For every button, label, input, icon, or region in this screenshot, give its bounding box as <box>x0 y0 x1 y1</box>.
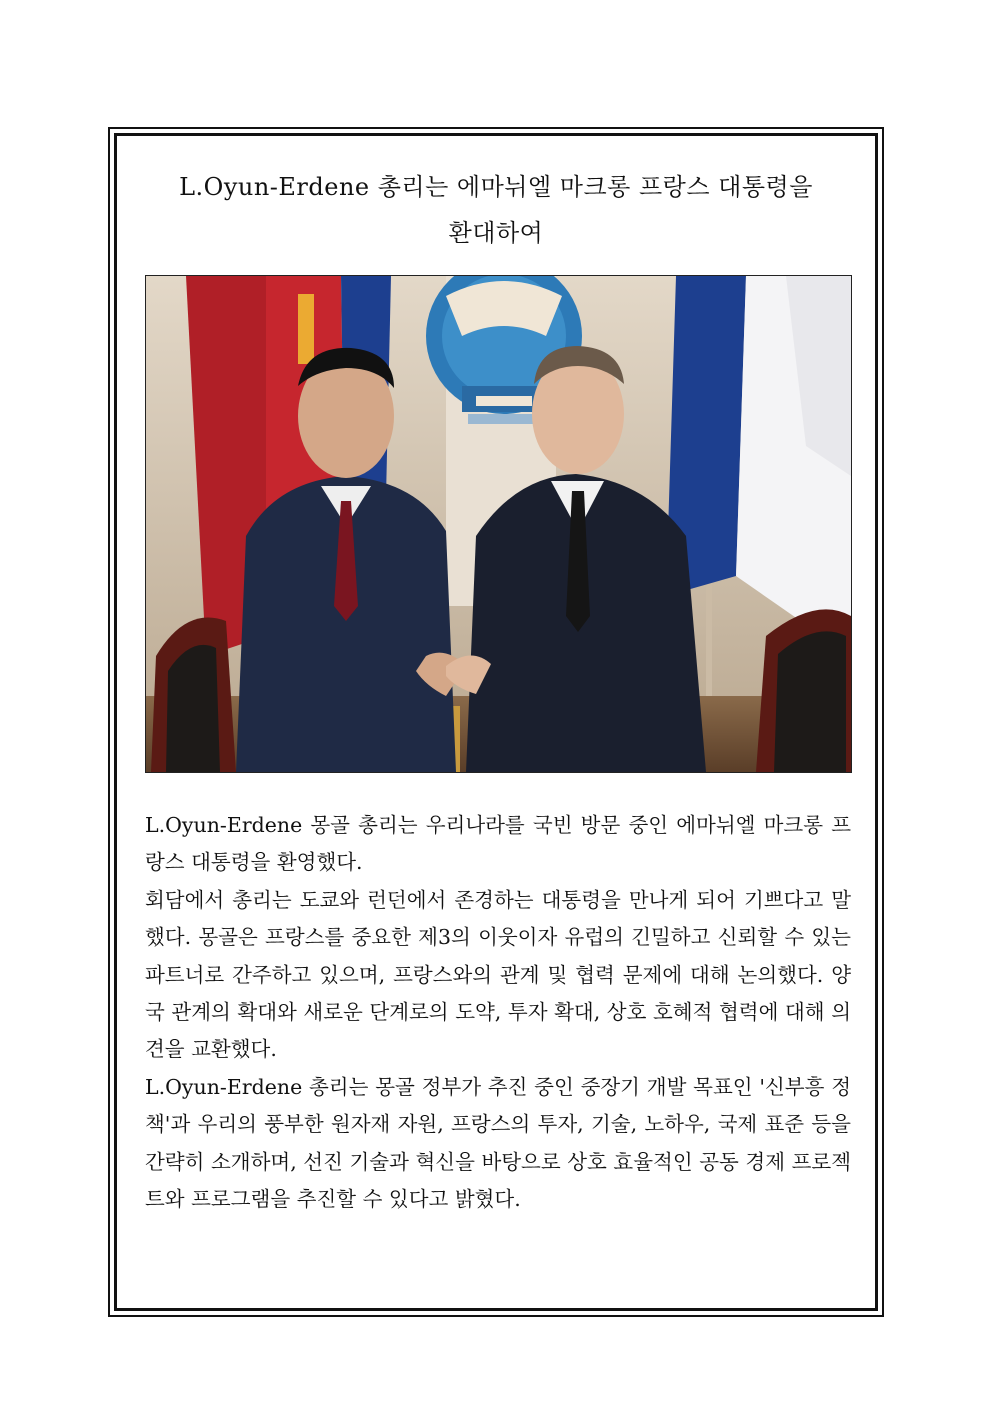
page-border <box>108 127 884 1317</box>
article-body <box>145 807 851 1218</box>
page-border-inner <box>114 133 878 1311</box>
title-line-2: 환대하여 <box>448 219 544 247</box>
document-title <box>147 164 845 256</box>
handshake-photo <box>145 275 852 773</box>
handshake-photo-illustration <box>146 276 851 772</box>
paragraph-3: L.Oyun-Erdene 총리는 몽골 정부가 추진 중인 중장기 개발 목표인 '신부흥 정책'과 우리의 풍부한 원자재 자원, 프랑스의 투자, 기술, 노하우, 국제 표준 등을 간략히 소개하며, 선진 기술과 혁신을 바탕으로 상호 효율적인 공동 경제 프로젝트와 프로그램을 추진할 수 있다고 밝혔다. <box>145 1074 851 1212</box>
right-chair-icon <box>756 609 851 772</box>
paragraph-1: L.Oyun-Erdene 몽골 총리는 우리나라를 국빈 방문 중인 에마뉘엘 마크롱 프랑스 대통령을 환영했다. <box>145 813 851 875</box>
paragraph-2: 회담에서 총리는 도쿄와 런던에서 존경하는 대통령을 만나게 되어 기쁘다고 말했다. 몽골은 프랑스를 중요한 제3의 이웃이자 유럽의 긴밀하고 신뢰할 수 있는 파트너로 간주하고 있으며, 프랑스와의 관계 및 협력 문제에 대해 논의했다. 양국 관계의 확대와 새로운 단계로의 도약, 투자 확대, 상호 호혜적 협력에 대해 의견을 교환했다. <box>145 887 851 1062</box>
title-line-1: L.Oyun-Erdene 총리는 에마뉘엘 마크롱 프랑스 대통령을 <box>179 173 813 201</box>
